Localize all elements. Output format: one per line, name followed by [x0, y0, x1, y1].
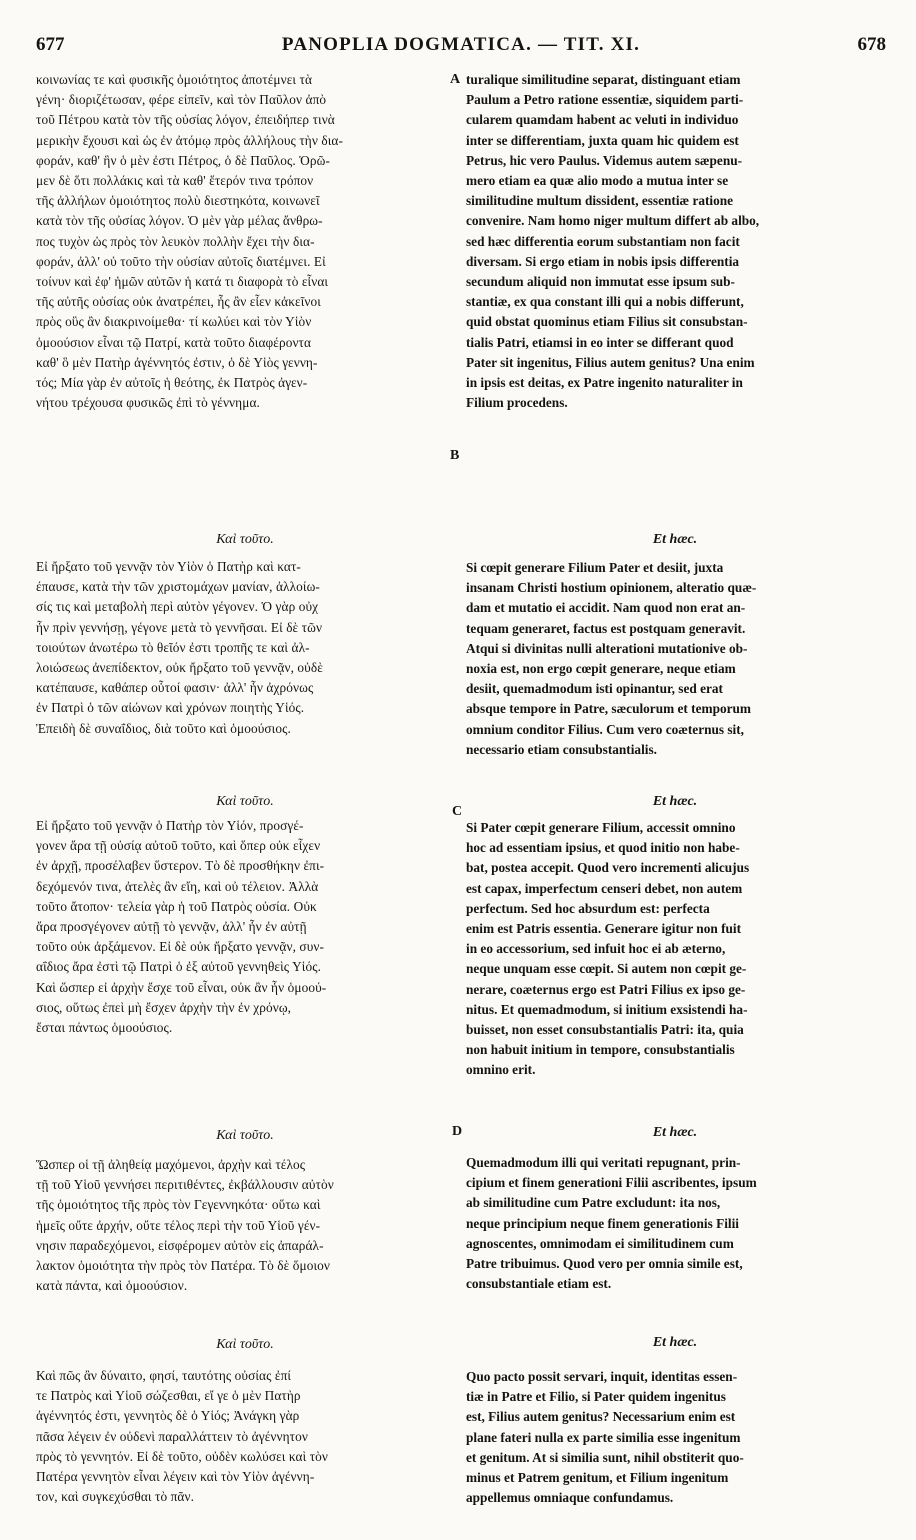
text-line: Paulum a Petro ratione essentiæ, siquidem parti-	[466, 92, 744, 108]
text-line: ἔσται πάντως ὁμοούσιος.	[36, 1020, 173, 1035]
text-line: ἐν Πατρὶ ὁ τῶν αἰώνων καὶ χρόνων ποιητὴς Υἱός.	[36, 700, 305, 716]
text-line: omnium conditor Filius. Cum vero coæternus sit,	[466, 721, 745, 737]
text-line: τῆς ὁμοιότητος τῆς πρὸς τὸν Γεγεννηκότα· οὕτω καὶ	[36, 1197, 321, 1213]
text-line: κοινωνίας τε καὶ φυσικῆς ὁμοιότητος ἀποτέμνει τὰ	[36, 72, 313, 87]
section-heading: Et hæc.	[652, 794, 698, 809]
text-line: τῇ τοῦ Υἱοῦ γεννήσει περιτιθέντες, ἐκβάλλουσιν αὐτὸν	[36, 1177, 334, 1193]
text-line: noxia est, non ergo cœpit generare, neque etiam	[466, 661, 736, 676]
text-line: κατὰ τὸν τῆς οὐσίας λόγον. Ὁ μὲν γὰρ μέλας ἄνθρω-	[36, 213, 323, 229]
text-line: αΐδιος ἄρα ἐστὶ τῷ Πατρὶ ὁ ἐξ αὐτοῦ γεννηθεὶς Υἱός.	[36, 959, 321, 975]
text-line: buisset, non esset consubstantialis Patri: ita, quia	[466, 1022, 744, 1037]
text-line: in ipsis est deitas, ex Patre ingenito naturaliter in	[466, 375, 743, 390]
text-line: plane fateri nulla ex parte similia esse ingenitum	[466, 1429, 741, 1445]
page-number-right: 678	[857, 34, 886, 55]
text-line: σιος, οὕτως ἐπεὶ μὴ ἔσχεν ἀρχὴν τὴν ἐν χρόνῳ,	[36, 999, 292, 1015]
margin-marker-a: A	[450, 72, 461, 87]
text-line: φοράν, καθ' ἣν ὁ μὲν ἐστι Πέτρος, ὁ δὲ Παῦλος. Ὁρῶ-	[36, 152, 331, 168]
text-line: nerare, coæternus ergo est Patri Filius ex ipso ge-	[466, 981, 746, 997]
margin-marker-b: B	[450, 448, 460, 463]
text-line: enim est Patris essentia. Generare igitur non fuit	[466, 921, 742, 936]
text-line: tiæ in Patre et Filio, si Pater quidem ingenitus	[466, 1389, 726, 1405]
text-line: ab similitudine cum Patre excludunt: ita nos,	[466, 1195, 721, 1211]
text-line: τῆς αὐτῆς οὐσίας οὐκ ἀνατρέπει, ἧς ἂν εἶεν κἀκεῖνοι	[36, 294, 321, 310]
text-line: ἐν ἀρχῇ, προσέλαβεν ὕστερον. Τὸ δὲ προσθήκην ἐπι-	[36, 858, 325, 874]
text-line: Ἐπειδὴ δὲ συναΐδιος, διὰ τοῦτο καὶ ὁμοούσιος.	[36, 720, 291, 736]
text-line: Atqui si divinitas nulli alterationi mutationive ob-	[466, 640, 748, 656]
text-line: μερικὴν ἔχουσι καὶ ὡς ἐν ἀτόμῳ πρὸς ἀλλήλους τὴν δια-	[36, 132, 344, 148]
text-line: mero etiam ea quæ alio modo a mutua inter se	[466, 173, 729, 188]
text-line: tequam generaret, factus est postquam generavit.	[466, 620, 746, 636]
text-line: Pater sit ingenitus, Filius autem genitus? Una enim	[466, 354, 755, 370]
text-line: τοιούτων ἀνωτέρω τὸ θεῖόν ἐστι τροπῆς τε καὶ ἀλ-	[36, 639, 310, 655]
page-header	[36, 34, 886, 62]
text-line: ὁμοούσιον εἶναι τῷ Πατρί, κατὰ τοῦτο διαφέροντα	[36, 334, 312, 350]
text-line: τοῦτο ἄτοπον· τελεία γὰρ ἡ τοῦ Πατρὸς οὐσία. Οὐκ	[36, 898, 317, 914]
text-line: est, Filius autem genitus? Necessarium enim est	[466, 1409, 736, 1425]
text-line: similitudine multum dissident, essentiæ ratione	[466, 193, 734, 209]
text-line: diversam. Si ergo etiam in nobis ipsis differentia	[466, 253, 740, 269]
text-line: Quo pacto possit servari, inquit, identitas essen-	[466, 1369, 738, 1384]
text-line: λοιώσεως ἀνεπίδεκτον, οὐκ ἤρξατο τοῦ γεννᾷν, οὐδὲ	[36, 660, 323, 675]
text-line: convenire. Nam homo niger multum differt ab albo,	[466, 213, 760, 229]
text-line: agnoscentes, omnimodam ei similitudinem cum	[466, 1235, 734, 1251]
text-line: est capax, imperfectum censeri debet, non autem	[466, 880, 743, 896]
text-line: Πατέρα γεννητὸν εἶναι λέγειν καὶ τὸν Υἱὸν ἀγέννη-	[36, 1469, 315, 1484]
text-line: πᾶσα λέγειν ἐν οὐδενὶ παραλλάττειν τὸ ἀγέννητον	[36, 1428, 308, 1444]
text-line: Si Pater cœpit generare Filium, accessit omnino	[466, 820, 736, 835]
text-line: turalique similitudine separat, distinguant etiam	[466, 72, 741, 87]
text-line: et genitum. At si similia sunt, nihil obstiterit quo-	[466, 1449, 744, 1465]
text-line: minus et Patrem genitum, et Filium ingenitum	[466, 1470, 729, 1485]
text-line: hoc ad essentiam ipsius, et quod initio non habe-	[466, 840, 740, 856]
section-heading: Καὶ τοῦτο.	[216, 532, 274, 547]
text-line: τε Πατρὸς καὶ Υἱοῦ σώζεσθαι, εἴ γε ὁ μὲν Πατὴρ	[36, 1388, 301, 1404]
text-line: in eo accessorium, sed infuit hoc ei ab æterno,	[466, 941, 726, 957]
section-heading: Καὶ τοῦτο.	[216, 1337, 274, 1352]
text-line: sed hæc differentia eorum substantiam non facit	[466, 233, 740, 249]
text-line: cularem quamdam habent ac veluti in individuo	[466, 112, 739, 128]
text-line: neque principium neque finem generationis Filii	[466, 1215, 739, 1231]
text-line: stantiæ, ex qua constant illi qui a nobis differunt,	[466, 294, 744, 310]
text-line: Quemadmodum illi qui veritati repugnant, prin-	[466, 1155, 741, 1170]
text-line: cipium et finem generationi Filii ascribentes, ipsum	[466, 1175, 757, 1191]
text-line: Filium procedens.	[466, 395, 568, 411]
text-line: ἀγέννητός ἐστι, γεννητὸς δὲ ὁ Υἱός; Ἀνάγκη γὰρ	[36, 1408, 300, 1424]
text-line: μεν δὲ ὅτι πολλάκις καὶ τὰ καθ' ἕτερόν τινα τρόπον	[36, 173, 314, 188]
section-heading: Et hæc.	[652, 532, 698, 547]
section-heading: Et hæc.	[652, 1335, 698, 1350]
text-line: non habuit initium in tempore, consubstantialis	[466, 1042, 735, 1058]
text-line: Ὥσπερ οἱ τῇ ἀληθείᾳ μαχόμενοι, ἀρχὴν καὶ τέλος	[36, 1157, 306, 1172]
margin-marker-d: D	[452, 1124, 463, 1139]
text-line: insanam Christi hostium opinionem, alteratio quæ-	[466, 580, 757, 596]
text-line: κατὰ πάντα, καὶ ὁμοούσιον.	[36, 1278, 188, 1294]
section-heading: Καὶ τοῦτο.	[216, 794, 274, 809]
text-line: σίς τις καὶ μεταβολὴ περὶ αὐτὸν γέγονεν. Ὁ γὰρ οὐχ	[36, 599, 319, 615]
text-line: έπαυσε, κατὰ τὴν τῶν χριστομάχων μανίαν, ἀλλοίω-	[36, 579, 320, 595]
text-line: τῆς ἀλλήλων ὁμοιότητος πολὺ διεστηκότα, κοινωνεῖ	[36, 193, 320, 209]
text-line: ἡμεῖς οὔτε ἀρχήν, οὔτε τέλος περὶ τὴν τοῦ Υἱοῦ γέν-	[36, 1217, 321, 1233]
text-line: Εἰ ἤρξατο τοῦ γεννᾷν τὸν Υἱὸν ὁ Πατὴρ καὶ κατ-	[36, 559, 301, 574]
section-heading: Et hæc.	[652, 1125, 698, 1140]
text-line: omnino erit.	[466, 1062, 536, 1078]
text-line: quid obstat quominus etiam Filius sit consubstan-	[466, 314, 748, 330]
text-line: appellemus omniaque confundamus.	[466, 1490, 674, 1506]
text-line: νησιν παραδεχόμενοι, εἰσφέρομεν αὐτὸν εἰς ἀπαράλ-	[36, 1237, 324, 1253]
running-title: PANOPLIA DOGMATICA. — TIT. XI.	[281, 34, 641, 55]
text-line: Patre tribuimus. Quod vero per omnia simile est,	[466, 1256, 743, 1271]
margin-marker-c: C	[452, 804, 463, 819]
text-line: perfectum. Sed hoc absurdum est: perfecta	[466, 900, 710, 916]
text-line: γένη· διοριζέτωσαν, φέρε εἰπεῖν, καὶ τὸν Παῦλον ἀπὸ	[36, 92, 327, 108]
text-line: necessario etiam consubstantialis.	[466, 741, 657, 757]
text-line: δεχόμενόν τινα, ἀτελὲς ἂν εἴη, καὶ οὐ τέλειον. Ἀλλὰ	[36, 878, 319, 894]
text-line: consubstantiale etiam est.	[466, 1276, 612, 1292]
text-line: πρὸς τὸ γεννητόν. Εἰ δὲ τοῦτο, οὐδὲν κωλύσει καὶ τὸν	[36, 1448, 329, 1464]
text-line: τός; Μία γὰρ ἐν αὐτοῖς ἡ θεότης, ἐκ Πατρὸς ἀγεν-	[36, 375, 308, 390]
text-line: nitus. Et quemadmodum, si initium exsistendi ha-	[466, 1001, 748, 1017]
text-line: bat, postea accepit. Quod vero incrementi alicujus	[466, 860, 750, 876]
text-line: desiit, quemadmodum isti opinantur, sed erat	[466, 681, 723, 697]
text-line: Καὶ ὥσπερ εἰ ἀρχὴν ἔσχε τοῦ εἶναι, οὐκ ἂν ἦν ὁμοού-	[36, 979, 327, 995]
text-line: dam et mutatio ei accidit. Nam quod non erat an-	[466, 600, 746, 616]
text-line: Petrus, hic vero Paulus. Videmus autem sæpenu-	[466, 152, 743, 168]
text-line: γονεν ἄρα τῇ οὐσίᾳ αὐτοῦ τοῦτο, καὶ ὅπερ οὐκ εἶχεν	[36, 838, 321, 854]
text-line: λακτον ὁμοιότητα τὴν πρὸς τὸν Πατέρα. Τὸ δὲ ὅμοιον	[36, 1258, 331, 1273]
text-line: inter se differentiam, juxta quam hic quidem est	[466, 132, 739, 148]
text-line: Καὶ πῶς ἂν δύναιτο, φησί, ταυτότης οὐσίας ἐπί	[36, 1368, 292, 1383]
text-line: neque unquam esse cœpit. Si autem non cœpit ge-	[466, 961, 747, 977]
text-line: τοίνυν καὶ ἐφ' ἡμῶν αὐτῶν ἡ κατά τι διαφορὰ τὸ εἶναι	[36, 274, 329, 289]
text-line: καθ' ὃ μὲν Πατὴρ ἀγέννητός ἐστιν, ὁ δὲ Υἱὸς γεννη-	[36, 354, 318, 370]
text-line: τοῦτο οὐκ ἀρξάμενον. Εἰ δὲ οὐκ ἤρξατο γεννᾷν, συν-	[36, 939, 325, 955]
text-line: absque tempore in Patre, sæculorum et temporum	[466, 701, 751, 717]
text-line: Εἰ ἤρξατο τοῦ γεννᾷν ὁ Πατὴρ τὸν Υἱόν, προσγέ-	[36, 818, 304, 833]
text-line: τοῦ Πέτρου κατὰ τὸν τῆς οὐσίας λόγον, ἐπειδήπερ τινὰ	[36, 112, 335, 128]
text-line: tialis Patri, etiamsi in eo inter se differant quod	[466, 334, 734, 350]
text-line: κατέπαυσε, καθάπερ οὗτοί φασιν· ἀλλ' ἦν ἀχρόνως	[36, 680, 314, 696]
text-line: πος τυχὸν ὡς πρὸς τὸν λευκὸν πολλὴν ἔχει τὴν δια-	[36, 233, 315, 249]
page-number-left: 677	[36, 34, 65, 55]
text-line: secundum aliquid non immutat esse ipsum sub-	[466, 274, 735, 289]
text-line: ἄρα προσγέγονεν αὐτῇ τὸ γεννᾷν, ἀλλ' ἦν ἐν αὐτῇ	[36, 919, 307, 934]
text-line: νήτου τρέχουσα φυσικῶς ἐπὶ τὸ γέννημα.	[36, 395, 260, 411]
text-line: φοράν, ἀλλ' οὐ τοῦτο τὴν οὐσίαν αὐτοῖς διατέμνει. Εἰ	[36, 253, 326, 269]
text-line: ἦν πρὶν γεννήσῃ, γέγονε μετὰ τὸ γεννῆσαι. Εἰ δὲ τῶν	[36, 619, 323, 635]
section-heading: Καὶ τοῦτο.	[216, 1128, 274, 1143]
text-line: Si cœpit generare Filium Pater et desiit, juxta	[466, 560, 724, 575]
text-line: τον, καὶ συγκεχύσθαι τὸ πᾶν.	[36, 1489, 195, 1505]
text-line: πρὸς οὓς ἂν διακρινοίμεθα· τί κωλύει καὶ τὸν Υἱὸν	[36, 314, 312, 330]
